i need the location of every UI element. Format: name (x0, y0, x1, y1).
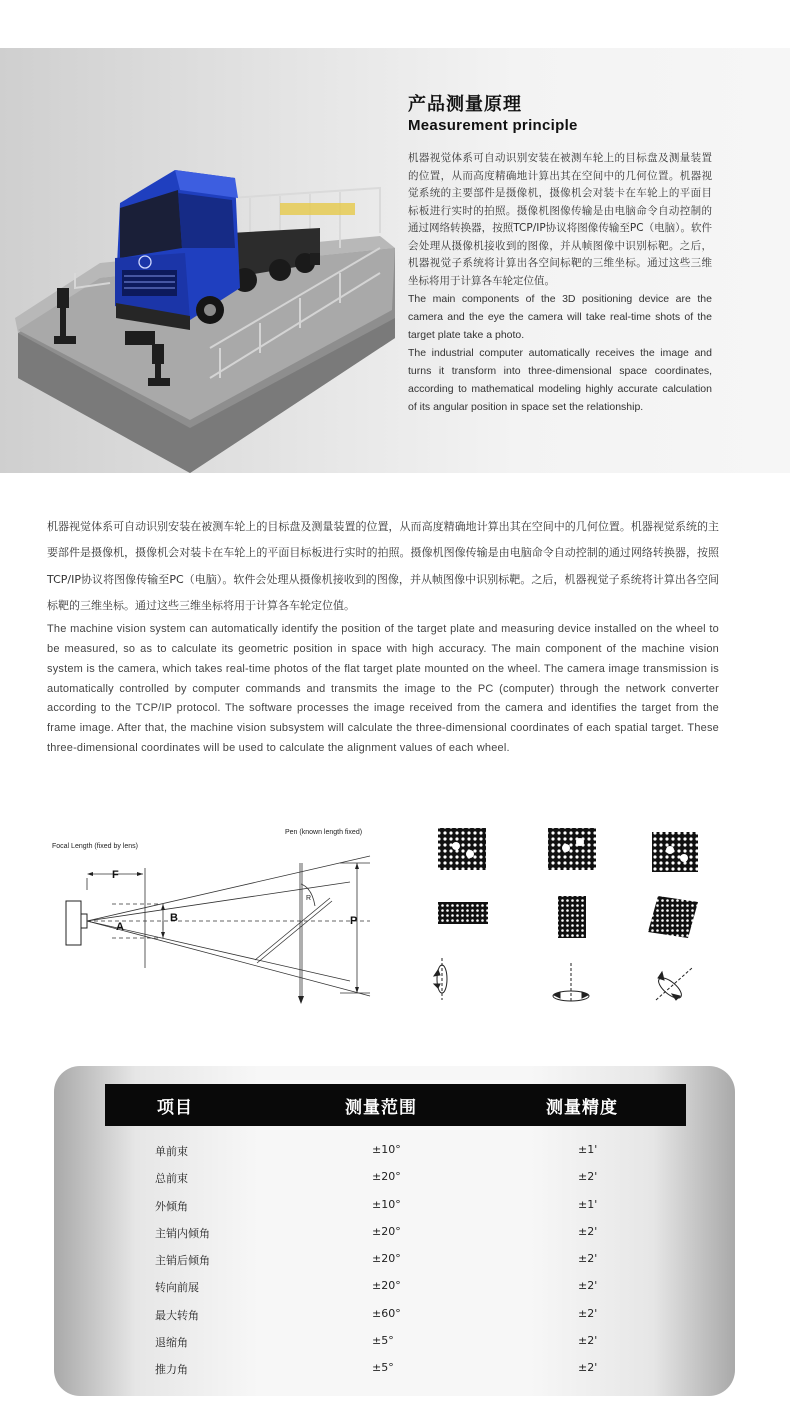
table-row (54, 1300, 735, 1327)
focal-length-label: Focal Length (fixed by lens) (52, 843, 138, 850)
table-row (54, 1327, 735, 1354)
cell-precision: ±2' (578, 1361, 598, 1375)
truck-alignment-illustration (0, 48, 400, 473)
target-plate-front-3 (652, 832, 698, 872)
cell-item: 总前束 (155, 1172, 188, 1186)
cell-precision: ±2' (578, 1279, 598, 1293)
table-row (54, 1136, 735, 1163)
cell-item: 外倾角 (155, 1199, 188, 1213)
target-plates-grid (430, 818, 730, 1018)
table-row (54, 1272, 735, 1299)
target-plate-tilted-3 (648, 896, 698, 938)
hero-text-block (408, 94, 712, 416)
cell-precision: ±2' (578, 1334, 598, 1348)
hero-title-cn: 产品测量原理 (408, 94, 522, 115)
cell-range: ±20° (372, 1252, 401, 1266)
measurement-diagram-section (40, 818, 750, 1018)
target-plate-tilted-1 (438, 902, 488, 924)
header-precision: 测量精度 (546, 1097, 618, 1118)
letter-p: P (350, 915, 358, 927)
cell-precision: ±2' (578, 1252, 598, 1266)
cell-item: 单前束 (155, 1145, 188, 1158)
header-item: 项目 (157, 1097, 193, 1118)
focal-geometry-diagram (40, 818, 380, 1018)
cell-item: 主销内倾角 (155, 1226, 210, 1240)
cell-range: ±20° (372, 1224, 401, 1238)
cell-precision: ±1' (578, 1143, 598, 1156)
cell-precision: ±2' (578, 1224, 598, 1238)
cell-precision: ±1' (578, 1197, 598, 1211)
description-en: The machine vision system can automatically identify the position of the target plate and measuring device installed on the wheel to be measured, so as to calculate its geometric position in space with high accuracy. The main component of the machine vision system is the camera, which takes real-time photos of the flat target plate mounted on the wheel. The camera image transmission is automatically controlled by computer commands and transmits the image to the PC (computer) through the network converter according to the TCP/IP protocol. The software processes the image received from the camera and identifies the target from the frame image. After that, the machine vision subsystem will calculate the three-dimensional coordinates of each spatial target. These three-dimensional coordinates will be used to calculate the alignment values of each wheel. (47, 623, 719, 754)
cell-range: ±20° (372, 1170, 401, 1184)
camera-shape (66, 901, 81, 945)
cell-item: 退缩角 (155, 1336, 188, 1350)
letter-f: F (112, 869, 119, 881)
cell-range: ±60° (372, 1306, 401, 1320)
table-row (54, 1163, 735, 1190)
hero-body-en-1: The main components of the 3D positioning device are the camera and the eye the camera will take real-time shots of the target plate take a photo. (408, 293, 712, 341)
target-plate-front-1 (438, 828, 486, 870)
hero-body-en-2: The industrial computer automatically receives the image and turns it transform into three-dimensional space coordinates, according to mathematical modeling highly accurate calculation of its angular position in space set the relationship. (408, 347, 712, 413)
header-range: 测量范围 (345, 1097, 417, 1118)
hero-section (0, 48, 790, 473)
cell-item: 推力角 (155, 1363, 188, 1377)
description-cn: 机器视觉体系可自动识别安装在被测车轮上的目标盘及测量装置的位置，从而高度精确地计算出其在空间中的几何位置。机器视觉系统的主要部件是摄像机，摄像机会对装卡在车轮上的平面目标板进行实时的拍照。摄像机图像传输是由电脑命令自动控制的通过网络转换器，按照TCP/IP协议将图像传输至PC（电脑）。软件会处理从摄像机接收到的图像，并从帧图像中识别标靶。之后，机器视觉子系统将计算出各空间标靶的三维坐标。通过这些三维坐标将用于计算各车轮定位值。 (47, 520, 719, 612)
target-plate-front-2 (548, 828, 596, 870)
target-plate-tilted-2 (558, 896, 586, 938)
cell-range: ±5° (372, 1361, 394, 1375)
letter-r: R (306, 895, 312, 902)
cell-item: 主销后倾角 (155, 1254, 210, 1268)
cell-range: ±10° (372, 1197, 401, 1211)
rotate-z-axis-icon (553, 963, 589, 1003)
cell-precision: ±2' (578, 1306, 598, 1320)
specs-table-header (105, 1084, 686, 1126)
table-row (54, 1245, 735, 1272)
cell-precision: ±2' (578, 1170, 598, 1184)
cell-range: ±10° (372, 1143, 401, 1156)
cell-range: ±20° (372, 1279, 401, 1293)
letter-a: A (116, 921, 124, 933)
rotate-x-axis-icon (655, 968, 692, 1002)
table-row (54, 1191, 735, 1218)
letter-b: B (170, 912, 178, 924)
cell-range: ±5° (372, 1334, 394, 1348)
specs-table-body (54, 1136, 735, 1382)
hero-title-en: Measurement principle (408, 117, 578, 134)
cell-item: 转向前展 (155, 1281, 199, 1295)
table-row (54, 1218, 735, 1245)
rotate-y-axis-icon (434, 958, 447, 1000)
pen-label: Pen (known length fixed) (285, 829, 363, 836)
table-row (54, 1354, 735, 1381)
specs-table (54, 1066, 735, 1396)
hero-body-cn: 机器视觉体系可自动识别安装在被测车轮上的目标盘及测量装置的位置，从而高度精确地计算出其在空间中的几何位置。机器视觉系统的主要部件是摄像机，摄像机会对装卡在车轮上的平面目标板进行实时的拍照。摄像机图像传输是由电脑命令自动控制的通过网络转换器，按照TCP/IP协议将图像传输至PC（电脑）。软件会处理从摄像机接收到的图像，并从帧图像中识别标靶。之后，机器视觉子系统将计算出各空间标靶的三维坐标。通过这些三维坐标将用于计算各车轮定位值。 (408, 152, 712, 287)
cell-item: 最大转角 (155, 1308, 199, 1322)
description-section (47, 514, 719, 759)
